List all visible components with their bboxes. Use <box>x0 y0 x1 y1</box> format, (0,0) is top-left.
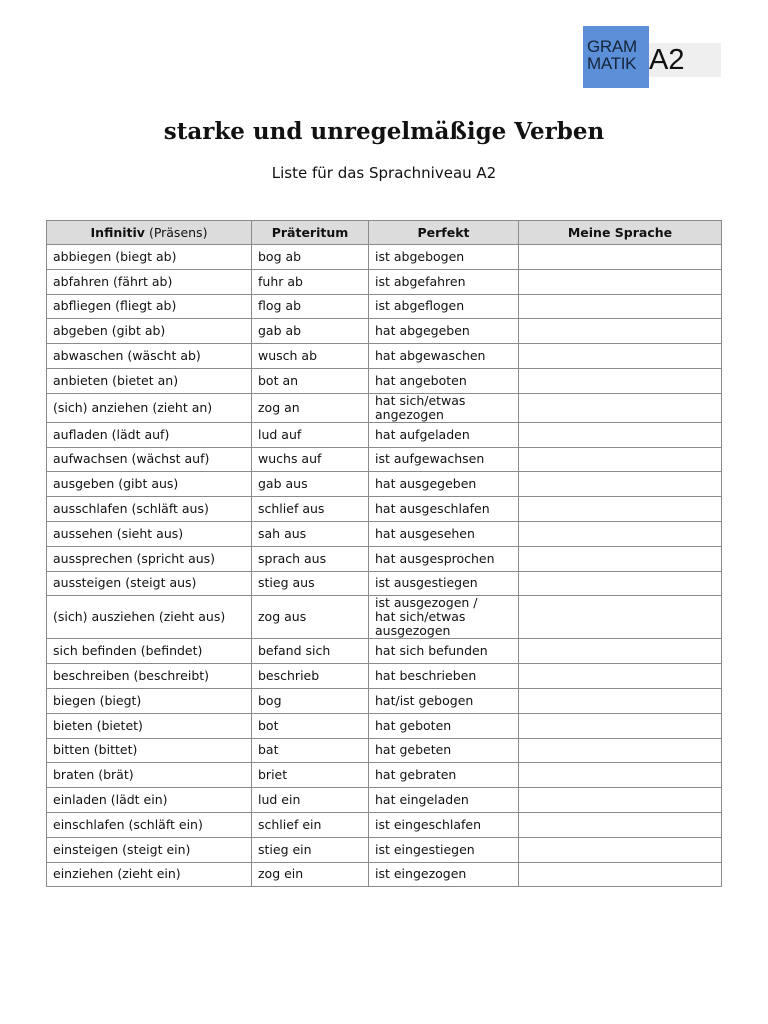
perfect-cell <box>369 344 519 369</box>
perfect-line: ist eingestiegen <box>375 841 475 857</box>
perfect-cell <box>369 319 519 344</box>
infinitive-cell: braten (brät) <box>47 763 252 788</box>
perfect-line: ist eingezogen <box>375 866 467 882</box>
my-language-cell <box>519 422 722 447</box>
my-language-cell <box>519 571 722 596</box>
my-language-cell <box>519 497 722 522</box>
header-preterite-label: Präteritum <box>271 225 349 240</box>
my-language-cell <box>519 269 722 294</box>
my-language-cell <box>519 812 722 837</box>
perfect-line: hat eingeladen <box>375 792 469 808</box>
table-row <box>47 447 722 472</box>
perfect-line: hat abgegeben <box>375 323 470 339</box>
preterite-cell: wusch ab <box>252 344 369 369</box>
perfect-line: hat aufgeladen <box>375 426 470 442</box>
preterite-cell: bat <box>252 738 369 763</box>
preterite-cell: lud auf <box>252 422 369 447</box>
my-language-cell <box>519 664 722 689</box>
perfect-cell <box>369 639 519 664</box>
my-language-cell <box>519 788 722 813</box>
table-row <box>47 269 722 294</box>
my-language-cell <box>519 294 722 319</box>
table-row <box>47 393 722 422</box>
my-language-cell <box>519 639 722 664</box>
perfect-cell <box>369 688 519 713</box>
table-row <box>47 319 722 344</box>
infinitive-cell: abbiegen (biegt ab) <box>47 245 252 270</box>
perfect-line: hat gebeten <box>375 742 452 758</box>
infinitive-cell: aussehen (sieht aus) <box>47 521 252 546</box>
my-language-cell <box>519 319 722 344</box>
table-row <box>47 245 722 270</box>
infinitive-cell: einschlafen (schläft ein) <box>47 812 252 837</box>
table-row <box>47 664 722 689</box>
header-infinitive-label: Infinitiv <box>90 225 145 240</box>
perfect-cell <box>369 571 519 596</box>
perfect-line: ist abgebogen <box>375 248 465 264</box>
page-subtitle: Liste für das Sprachniveau A2 <box>271 164 497 182</box>
my-language-cell <box>519 546 722 571</box>
infinitive-cell: ausgeben (gibt aus) <box>47 472 252 497</box>
header-infinitive-note: (Präsens) <box>148 225 208 240</box>
perfect-line: hat sich/etwas <box>375 609 466 625</box>
perfect-line: hat ausgesprochen <box>375 550 495 566</box>
perfect-line: ist ausgestiegen <box>375 575 478 591</box>
preterite-cell: zog aus <box>252 596 369 639</box>
infinitive-cell: sich befinden (befindet) <box>47 639 252 664</box>
perfect-line: hat gebraten <box>375 767 457 783</box>
my-language-cell <box>519 738 722 763</box>
preterite-cell: bot an <box>252 368 369 393</box>
my-language-cell <box>519 472 722 497</box>
preterite-cell: befand sich <box>252 639 369 664</box>
perfect-cell <box>369 472 519 497</box>
table-row <box>47 294 722 319</box>
preterite-cell: stieg aus <box>252 571 369 596</box>
perfect-cell <box>369 546 519 571</box>
preterite-cell: zog an <box>252 393 369 422</box>
infinitive-cell: bitten (bittet) <box>47 738 252 763</box>
perfect-line: angezogen <box>375 406 444 422</box>
infinitive-cell: biegen (biegt) <box>47 688 252 713</box>
preterite-cell: beschrieb <box>252 664 369 689</box>
preterite-cell: bot <box>252 713 369 738</box>
perfect-line: ist aufgewachsen <box>375 451 485 467</box>
header-infinitive <box>47 221 252 245</box>
infinitive-cell: ausschlafen (schläft aus) <box>47 497 252 522</box>
my-language-cell <box>519 521 722 546</box>
infinitive-cell: einsteigen (steigt ein) <box>47 837 252 862</box>
perfect-cell <box>369 763 519 788</box>
table-row <box>47 713 722 738</box>
perfect-cell <box>369 422 519 447</box>
table-row <box>47 788 722 813</box>
perfect-cell <box>369 294 519 319</box>
perfect-line: ist ausgezogen / <box>375 595 478 611</box>
perfect-cell <box>369 837 519 862</box>
table-row <box>47 837 722 862</box>
perfect-cell <box>369 788 519 813</box>
perfect-cell <box>369 596 519 639</box>
table-row <box>47 497 722 522</box>
verb-table <box>46 220 722 887</box>
preterite-cell: wuchs auf <box>252 447 369 472</box>
table-row <box>47 368 722 393</box>
table-row <box>47 763 722 788</box>
infinitive-cell: einladen (lädt ein) <box>47 788 252 813</box>
table-row <box>47 472 722 497</box>
perfect-cell <box>369 862 519 887</box>
my-language-cell <box>519 393 722 422</box>
level-badge: A2 <box>649 43 721 77</box>
infinitive-cell: bieten (bietet) <box>47 713 252 738</box>
table-row <box>47 422 722 447</box>
table-row <box>47 344 722 369</box>
preterite-cell: lud ein <box>252 788 369 813</box>
preterite-cell: schlief ein <box>252 812 369 837</box>
my-language-cell <box>519 763 722 788</box>
preterite-cell: sprach aus <box>252 546 369 571</box>
infinitive-cell: aussprechen (spricht aus) <box>47 546 252 571</box>
my-language-cell <box>519 596 722 639</box>
preterite-cell: fuhr ab <box>252 269 369 294</box>
preterite-cell: sah aus <box>252 521 369 546</box>
perfect-line: hat sich/etwas <box>375 392 466 408</box>
table-row <box>47 688 722 713</box>
my-language-cell <box>519 344 722 369</box>
table-header-row <box>47 221 722 245</box>
table-row <box>47 521 722 546</box>
infinitive-cell: anbieten (bietet an) <box>47 368 252 393</box>
perfect-line: ist eingeschlafen <box>375 816 482 832</box>
perfect-cell <box>369 269 519 294</box>
perfect-cell <box>369 713 519 738</box>
perfect-cell <box>369 497 519 522</box>
header-my-language-label: Meine Sprache <box>567 225 673 240</box>
table-row <box>47 546 722 571</box>
perfect-cell <box>369 521 519 546</box>
perfect-line: hat abgewaschen <box>375 348 486 364</box>
perfect-line: hat angeboten <box>375 372 467 388</box>
preterite-cell: schlief aus <box>252 497 369 522</box>
preterite-cell: briet <box>252 763 369 788</box>
infinitive-cell: (sich) ausziehen (zieht aus) <box>47 596 252 639</box>
perfect-line: ist abgeflogen <box>375 298 465 314</box>
perfect-cell <box>369 368 519 393</box>
perfect-line: hat beschrieben <box>375 668 477 684</box>
perfect-cell <box>369 393 519 422</box>
logo-line-2: MATIK <box>587 54 637 73</box>
my-language-cell <box>519 862 722 887</box>
preterite-cell: zog ein <box>252 862 369 887</box>
perfect-cell <box>369 245 519 270</box>
logo-box <box>583 26 649 88</box>
infinitive-cell: abwaschen (wäscht ab) <box>47 344 252 369</box>
logo-line-1: GRAM <box>587 37 637 56</box>
perfect-cell <box>369 664 519 689</box>
header-preterite <box>252 221 369 245</box>
perfect-cell <box>369 812 519 837</box>
my-language-cell <box>519 368 722 393</box>
table-row <box>47 639 722 664</box>
page-title: starke und unregelmäßige Verben <box>163 118 605 145</box>
preterite-cell: bog ab <box>252 245 369 270</box>
preterite-cell: flog ab <box>252 294 369 319</box>
perfect-cell <box>369 738 519 763</box>
header-perfect-label: Perfekt <box>417 225 470 240</box>
perfect-line: ist abgefahren <box>375 273 466 289</box>
infinitive-cell: aufladen (lädt auf) <box>47 422 252 447</box>
preterite-cell: bog <box>252 688 369 713</box>
perfect-line: hat ausgesehen <box>375 525 475 541</box>
infinitive-cell: einziehen (zieht ein) <box>47 862 252 887</box>
preterite-cell: gab aus <box>252 472 369 497</box>
perfect-line: hat ausgeschlafen <box>375 501 490 517</box>
infinitive-cell: (sich) anziehen (zieht an) <box>47 393 252 422</box>
table-row <box>47 812 722 837</box>
perfect-line: hat sich befunden <box>375 643 488 659</box>
perfect-line: ausgezogen <box>375 623 451 639</box>
table-row <box>47 571 722 596</box>
infinitive-cell: aufwachsen (wächst auf) <box>47 447 252 472</box>
my-language-cell <box>519 837 722 862</box>
infinitive-cell: beschreiben (beschreibt) <box>47 664 252 689</box>
table-row <box>47 596 722 639</box>
perfect-line: hat ausgegeben <box>375 476 477 492</box>
my-language-cell <box>519 688 722 713</box>
table-row <box>47 738 722 763</box>
header-perfect <box>369 221 519 245</box>
preterite-cell: gab ab <box>252 319 369 344</box>
infinitive-cell: aussteigen (steigt aus) <box>47 571 252 596</box>
infinitive-cell: abfliegen (fliegt ab) <box>47 294 252 319</box>
my-language-cell <box>519 713 722 738</box>
my-language-cell <box>519 447 722 472</box>
infinitive-cell: abfahren (fährt ab) <box>47 269 252 294</box>
perfect-cell <box>369 447 519 472</box>
table-row <box>47 862 722 887</box>
perfect-line: hat/ist gebogen <box>375 692 474 708</box>
infinitive-cell: abgeben (gibt ab) <box>47 319 252 344</box>
perfect-line: hat geboten <box>375 717 452 733</box>
preterite-cell: stieg ein <box>252 837 369 862</box>
my-language-cell <box>519 245 722 270</box>
header-my-language <box>519 221 722 245</box>
